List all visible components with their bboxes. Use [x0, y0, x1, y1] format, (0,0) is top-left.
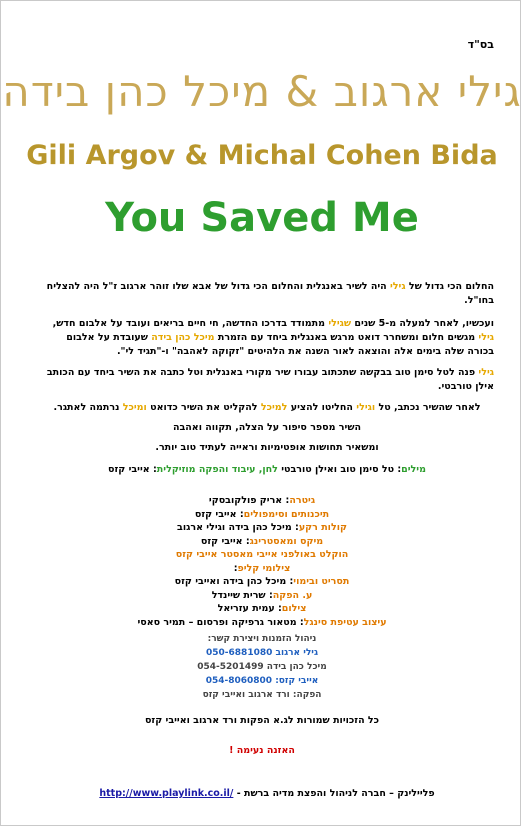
- credit-row: [0, 508, 524, 522]
- paragraph-text: להקליט את השיר כדואט: [146, 402, 261, 413]
- paragraph-text: פנה לטל סימן טוב בבקשה שתכתוב עבורו שיר מקורי באנגלית וטל כתבה את השיר ביחד עם הכותב אילן טורבטי.: [46, 367, 494, 392]
- credit-row: [0, 575, 524, 589]
- paragraph-optimism: ומשאיר תחושות אופטימיות וראייה לעתיד טוב יותר.: [155, 442, 379, 453]
- footer: [40, 788, 494, 799]
- lyrics-value: : טל סימן טוב ואילן טורבטי: [277, 464, 402, 475]
- highlight-gili: שגילי: [328, 318, 352, 329]
- credit-value: : שרית שיינדל: [211, 589, 273, 601]
- music-value: : אייבי קזס: [108, 464, 157, 475]
- credit-label: הוקלט באולפני אייבי מאסטר אייבי קזס: [175, 549, 349, 560]
- paragraph-text: היה לשיר באנגלית והחלום הכי גדול של אבא שלו זוהר ארגוב ז"ל היה להצליח בחו"ל.: [46, 281, 494, 306]
- highlight-gili: גילי: [390, 281, 406, 292]
- credit-label: צילום: [281, 603, 307, 614]
- paragraph-text: מתמודד בדרכו החדשה, חי חיים בריאים ועובד על אלבום חדש,: [52, 318, 329, 329]
- highlight-gili: גילי: [478, 332, 494, 343]
- paragraph-text: ועכשיו, לאחר למעלה מ-5 שנים: [351, 318, 494, 329]
- contact-production: הפקה: ורד ארגוב ואייבי קזס: [202, 690, 322, 700]
- paragraph-text: החלום הכי גדול של: [405, 281, 494, 292]
- rights-notice: כל הזכויות שמורות לג.א הפקות ורד ארגוב ואייבי קזס: [144, 715, 380, 726]
- paragraph-now: [40, 317, 494, 359]
- highlight-michal: למיכל: [260, 402, 288, 413]
- footer-text: פליילינק – חברה לניהול והפצת מדיה ברשת -: [233, 788, 435, 799]
- english-title: Gili Argov & Michal Cohen Bida: [26, 140, 498, 171]
- credit-row: [0, 521, 524, 535]
- credit-value: : אייבי קזס: [200, 535, 250, 547]
- credit-label: גיטרה: [289, 495, 316, 506]
- credit-value: : אייבי קזס: [194, 508, 244, 520]
- credit-row: [0, 548, 524, 562]
- contact-ivy: אייבי קזס: 054-8060800: [205, 676, 319, 686]
- playlink-link[interactable]: http://www.playlink.co.il/: [99, 788, 234, 799]
- credit-label: תיכנותים וסימפולים: [243, 508, 330, 520]
- paragraph-dream: [40, 280, 494, 308]
- contacts-block: [0, 632, 524, 702]
- paragraph-text: לאחר שהשיר נכתב, טל: [375, 402, 481, 413]
- paragraph-written: [40, 401, 494, 415]
- highlight-michal: מיכל כהן בידה: [151, 332, 215, 343]
- credit-row: [0, 562, 524, 576]
- paragraph-text: שעובדת על אלבום בכורה שלה בימים אלה והוצאה לאור השנה את הלהיטים "זקוקה לאהבה" ו-"תגיד לי".: [66, 332, 494, 357]
- music-label: לחן, עיבוד והפקה מוזיקלית: [156, 464, 278, 475]
- lyrics-credit: [40, 463, 494, 477]
- credit-value: : עמית עזריאל: [217, 603, 282, 614]
- paragraph-story: השיר מספר סיפור על הצלה, תקווה ואהבה: [172, 422, 362, 433]
- hebrew-title: גילי ארגוב & מיכל כהן בידה: [2, 67, 522, 116]
- paragraph-text: מגשים חלום ומשחרר דואט מרגש באנגלית ביחד עם הזמרת: [214, 332, 479, 343]
- credit-label: עיצוב עטיפת סינגל: [303, 616, 387, 628]
- credit-row: [0, 589, 524, 603]
- credit-label: צילומי קליפ: [237, 562, 291, 574]
- credit-value: :: [233, 562, 238, 574]
- lyrics-label: מילים: [401, 464, 426, 475]
- highlight-gili: גילי: [478, 367, 494, 378]
- contact-gili: גילי ארגוב 050-6881080: [206, 648, 318, 658]
- bsd-mark: בס"ד: [467, 38, 494, 51]
- credit-row: [0, 535, 524, 549]
- credit-label: ע. הפקה: [272, 589, 313, 601]
- credit-value: : מיכל כהן בידה וגילי ארגוב: [177, 522, 299, 533]
- song-title: You Saved Me: [105, 195, 419, 241]
- credit-value: : מטאור גרפיקה ופרסום – תמיר סאסי: [137, 616, 304, 628]
- paragraph-tal: [40, 366, 494, 394]
- credit-row: [0, 494, 524, 508]
- credit-value: : מיכל כהן בידה ואייבי קזס: [174, 576, 294, 587]
- credit-value: : אריק פולקובסקי: [208, 495, 290, 506]
- highlight-gili: וגילי: [356, 402, 376, 413]
- credits-list: [0, 494, 524, 629]
- paragraph-text: נרתמה לאתגר.: [53, 402, 123, 413]
- highlight-michal: ומיכל: [122, 402, 147, 413]
- paragraph-text: החליטו להציע: [287, 402, 357, 413]
- enjoy-listening: האזנה נעימה !: [229, 745, 295, 756]
- contact-michal: מיכל כהן בידה 054-5201499: [197, 662, 327, 672]
- credit-row: [0, 602, 524, 616]
- credit-label: מיקס ומאסטרינג: [249, 535, 324, 547]
- credit-label: קולות רקע: [298, 522, 347, 533]
- contacts-title: ניהול הזמנות ויצירת קשר:: [207, 634, 317, 644]
- credit-label: תסריט ובימוי: [293, 576, 350, 587]
- credit-row: [0, 616, 524, 630]
